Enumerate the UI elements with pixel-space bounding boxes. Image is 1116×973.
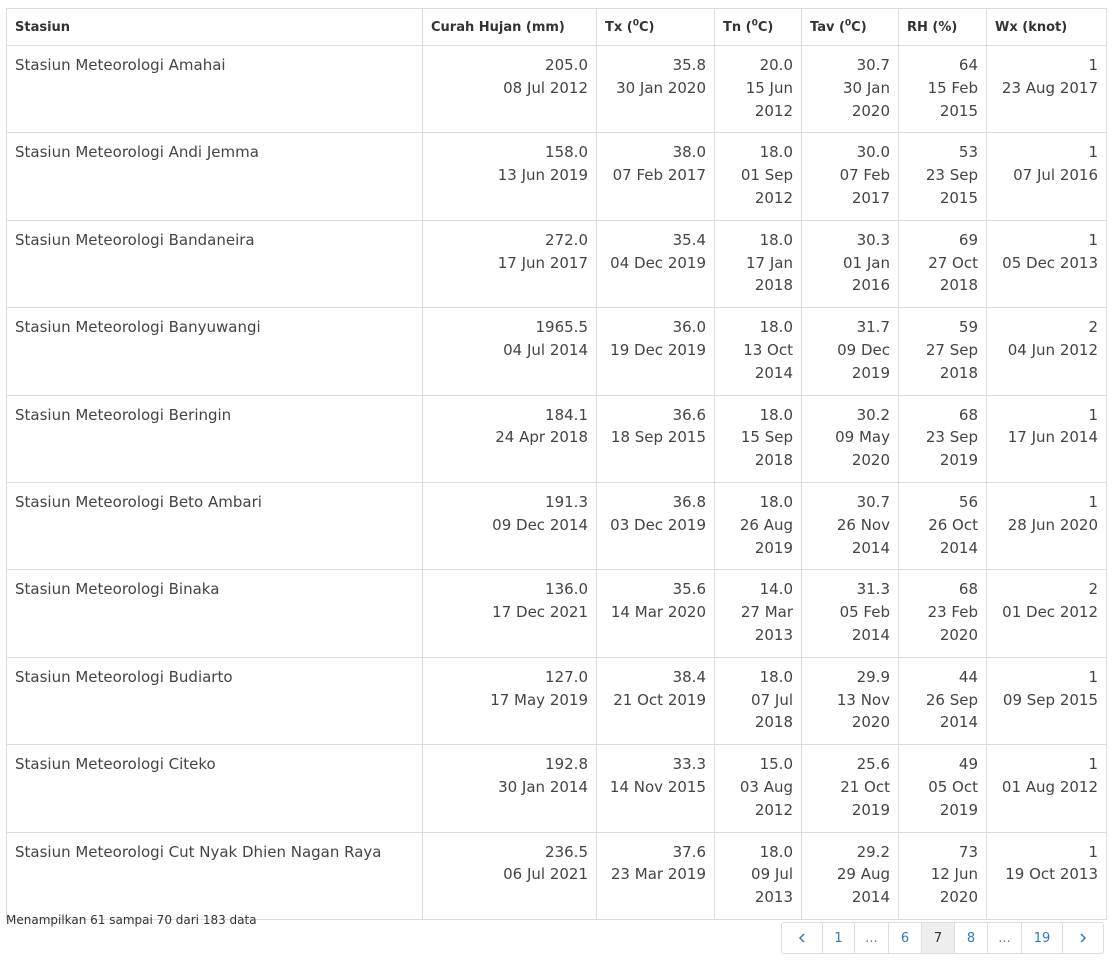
chevron-left-icon bbox=[798, 933, 806, 943]
tn-date: 09 Jul 2013 bbox=[751, 865, 793, 907]
station-name: Stasiun Meteorologi Cut Nyak Dhien Nagan Raya bbox=[15, 842, 382, 861]
rh-value: 56 bbox=[958, 492, 978, 511]
tav-date: 13 Nov 2020 bbox=[836, 690, 890, 732]
rainfall-cell bbox=[423, 220, 597, 307]
rainfall-value: 1965.5 bbox=[535, 318, 588, 337]
tx-cell bbox=[597, 46, 715, 133]
tn-value: 18.0 bbox=[759, 318, 793, 337]
tn-date: 26 Aug 2019 bbox=[739, 515, 793, 557]
table-row bbox=[7, 308, 1107, 395]
tn-date: 07 Jul 2018 bbox=[751, 690, 793, 732]
tav-date: 09 Dec 2019 bbox=[837, 340, 890, 382]
header-tx[interactable]: Tx ($^0$C) bbox=[597, 9, 715, 46]
tav-cell bbox=[802, 570, 899, 657]
tav-date: 30 Jan 2020 bbox=[843, 78, 890, 120]
pagination-info: Menampilkan 61 sampai 70 dari 183 data bbox=[6, 913, 257, 927]
wx-cell bbox=[987, 832, 1107, 919]
station-cell bbox=[7, 46, 423, 133]
tn-cell bbox=[715, 220, 802, 307]
rainfall-date: 13 Jun 2019 bbox=[497, 166, 588, 185]
tav-value: 30.7 bbox=[856, 492, 890, 511]
wx-cell bbox=[987, 220, 1107, 307]
tn-cell bbox=[715, 133, 802, 220]
rh-date: 23 Sep 2015 bbox=[925, 166, 978, 207]
tx-date: 14 Mar 2020 bbox=[610, 603, 706, 622]
tx-date: 03 Dec 2019 bbox=[610, 515, 706, 534]
tx-date: 04 Dec 2019 bbox=[610, 253, 706, 272]
tav-date: 26 Nov 2014 bbox=[836, 515, 890, 557]
rainfall-value: 136.0 bbox=[545, 580, 588, 599]
tn-cell bbox=[715, 395, 802, 482]
tx-date: 14 Nov 2015 bbox=[609, 777, 706, 796]
page-19-button[interactable]: 19 bbox=[1021, 922, 1063, 954]
rainfall-date: 06 Jul 2021 bbox=[503, 865, 588, 884]
rh-value: 64 bbox=[958, 56, 978, 74]
tx-cell bbox=[597, 220, 715, 307]
tx-date: 19 Dec 2019 bbox=[610, 340, 706, 359]
page-ellipsis-left: ... bbox=[854, 922, 889, 954]
table-row bbox=[7, 133, 1107, 220]
station-cell bbox=[7, 395, 423, 482]
header-wx[interactable]: Wx (knot) bbox=[987, 9, 1107, 46]
tav-cell bbox=[802, 220, 899, 307]
tx-value: 38.4 bbox=[672, 667, 706, 686]
header-tn[interactable]: Tn ($^0$C) bbox=[715, 9, 802, 46]
tn-value: 18.0 bbox=[759, 842, 793, 861]
tav-cell bbox=[802, 46, 899, 133]
table-row bbox=[7, 395, 1107, 482]
tn-cell bbox=[715, 570, 802, 657]
tx-cell bbox=[597, 570, 715, 657]
wx-date: 05 Dec 2013 bbox=[1002, 253, 1098, 272]
rainfall-date: 24 Apr 2018 bbox=[495, 428, 588, 447]
tn-value: 18.0 bbox=[759, 492, 793, 511]
rainfall-value: 192.8 bbox=[545, 755, 588, 774]
wx-cell bbox=[987, 657, 1107, 744]
rainfall-value: 191.3 bbox=[545, 492, 588, 511]
rh-date: 26 Sep 2014 bbox=[925, 690, 978, 732]
rainfall-value: 236.5 bbox=[545, 842, 588, 861]
station-cell bbox=[7, 657, 423, 744]
tx-cell bbox=[597, 657, 715, 744]
rh-cell bbox=[899, 482, 987, 569]
station-cell bbox=[7, 220, 423, 307]
tx-date: 21 Oct 2019 bbox=[613, 690, 706, 709]
rh-cell bbox=[899, 832, 987, 919]
tn-cell bbox=[715, 657, 802, 744]
table-row bbox=[7, 570, 1107, 657]
rh-date: 23 Feb 2020 bbox=[927, 603, 978, 644]
tn-value: 18.0 bbox=[759, 143, 793, 162]
station-name: Stasiun Meteorologi Beringin bbox=[15, 405, 232, 424]
rh-date: 12 Jun 2020 bbox=[930, 865, 978, 907]
tav-cell bbox=[802, 482, 899, 569]
rainfall-value: 127.0 bbox=[545, 667, 588, 686]
table-row bbox=[7, 657, 1107, 744]
tav-cell bbox=[802, 308, 899, 395]
station-name: Stasiun Meteorologi Bandaneira bbox=[15, 230, 255, 249]
rh-date: 15 Feb 2015 bbox=[927, 78, 978, 120]
wx-value: 2 bbox=[1088, 318, 1098, 337]
wx-cell bbox=[987, 133, 1107, 220]
tx-cell bbox=[597, 308, 715, 395]
station-cell bbox=[7, 745, 423, 832]
tn-date: 13 Oct 2014 bbox=[743, 340, 793, 382]
wx-date: 23 Aug 2017 bbox=[1001, 78, 1098, 97]
rh-cell bbox=[899, 308, 987, 395]
wx-date: 01 Dec 2012 bbox=[1002, 603, 1098, 622]
tn-date: 15 Sep 2018 bbox=[740, 428, 793, 470]
tn-date: 17 Jan 2018 bbox=[746, 253, 793, 295]
rainfall-cell bbox=[423, 133, 597, 220]
rainfall-cell bbox=[423, 570, 597, 657]
page-7-button-active[interactable]: 7 bbox=[921, 922, 955, 954]
wx-date: 17 Jun 2014 bbox=[1007, 428, 1098, 447]
tx-cell bbox=[597, 133, 715, 220]
page-8-button[interactable]: 8 bbox=[954, 922, 988, 954]
wx-cell bbox=[987, 482, 1107, 569]
tav-value: 29.2 bbox=[856, 842, 890, 861]
rainfall-date: 17 Dec 2021 bbox=[492, 603, 588, 622]
wx-date: 07 Jul 2016 bbox=[1013, 166, 1098, 185]
header-rainfall[interactable]: Curah Hujan (mm) bbox=[423, 9, 597, 46]
next-page-button[interactable] bbox=[1062, 922, 1104, 954]
tx-cell bbox=[597, 745, 715, 832]
tav-cell bbox=[802, 657, 899, 744]
tx-date: 18 Sep 2015 bbox=[610, 428, 706, 447]
tav-date: 09 May 2020 bbox=[835, 428, 890, 470]
station-cell bbox=[7, 832, 423, 919]
tav-date: 05 Feb 2014 bbox=[839, 603, 890, 644]
rh-date: 27 Oct 2018 bbox=[928, 253, 978, 295]
rh-cell bbox=[899, 570, 987, 657]
tav-value: 30.0 bbox=[856, 143, 890, 162]
wx-date: 19 Oct 2013 bbox=[1005, 865, 1098, 884]
tn-value: 14.0 bbox=[759, 580, 793, 599]
tav-value: 30.2 bbox=[856, 405, 890, 424]
station-name: Stasiun Meteorologi Andi Jemma bbox=[15, 143, 259, 162]
tx-value: 37.6 bbox=[672, 842, 706, 861]
rainfall-value: 205.0 bbox=[545, 56, 588, 74]
rh-value: 69 bbox=[958, 230, 978, 249]
tn-cell bbox=[715, 482, 802, 569]
wx-date: 28 Jun 2020 bbox=[1007, 515, 1098, 534]
tn-cell bbox=[715, 745, 802, 832]
station-name: Stasiun Meteorologi Beto Ambari bbox=[15, 492, 262, 511]
tx-date: 23 Mar 2019 bbox=[610, 865, 706, 884]
rh-value: 53 bbox=[958, 143, 978, 162]
rh-value: 68 bbox=[958, 580, 978, 599]
rainfall-cell bbox=[423, 745, 597, 832]
station-name: Stasiun Meteorologi Banyuwangi bbox=[15, 318, 261, 337]
table-row bbox=[7, 482, 1107, 569]
tx-value: 35.8 bbox=[672, 56, 706, 74]
table-row bbox=[7, 745, 1107, 832]
rainfall-date: 09 Dec 2014 bbox=[492, 515, 588, 534]
rainfall-date: 17 May 2019 bbox=[490, 690, 588, 709]
rainfall-cell bbox=[423, 46, 597, 133]
wx-cell bbox=[987, 46, 1107, 133]
rainfall-cell bbox=[423, 395, 597, 482]
tx-cell bbox=[597, 482, 715, 569]
station-name: Stasiun Meteorologi Budiarto bbox=[15, 667, 233, 686]
page-1-button[interactable]: 1 bbox=[822, 922, 855, 954]
wx-value: 1 bbox=[1088, 405, 1098, 424]
tn-value: 18.0 bbox=[759, 230, 793, 249]
rainfall-cell bbox=[423, 308, 597, 395]
station-cell bbox=[7, 308, 423, 395]
tav-value: 31.7 bbox=[856, 318, 890, 337]
wx-value: 1 bbox=[1088, 755, 1098, 774]
tav-cell bbox=[802, 133, 899, 220]
tn-value: 18.0 bbox=[759, 667, 793, 686]
tav-cell bbox=[802, 832, 899, 919]
chevron-right-icon bbox=[1079, 933, 1087, 943]
rh-value: 44 bbox=[958, 667, 978, 686]
tav-date: 29 Aug 2014 bbox=[836, 865, 890, 907]
rainfall-date: 17 Jun 2017 bbox=[497, 253, 588, 272]
tn-cell bbox=[715, 308, 802, 395]
header-station[interactable]: Stasiun bbox=[7, 9, 423, 46]
rh-date: 27 Sep 2018 bbox=[925, 340, 978, 382]
rh-date: 26 Oct 2014 bbox=[928, 515, 978, 557]
tav-cell bbox=[802, 745, 899, 832]
tn-cell bbox=[715, 46, 802, 133]
tav-value: 31.3 bbox=[856, 580, 890, 599]
wx-value: 2 bbox=[1088, 580, 1098, 599]
tx-value: 33.3 bbox=[672, 755, 706, 774]
rh-value: 49 bbox=[958, 755, 978, 774]
tav-value: 29.9 bbox=[856, 667, 890, 686]
rainfall-cell bbox=[423, 482, 597, 569]
table-row bbox=[7, 832, 1107, 919]
wx-value: 1 bbox=[1088, 56, 1098, 74]
station-records-table bbox=[6, 8, 1107, 920]
wx-value: 1 bbox=[1088, 230, 1098, 249]
tx-value: 36.8 bbox=[672, 492, 706, 511]
tav-date: 21 Oct 2019 bbox=[840, 777, 890, 819]
wx-date: 04 Jun 2012 bbox=[1007, 340, 1098, 359]
rainfall-cell bbox=[423, 657, 597, 744]
rh-value: 68 bbox=[958, 405, 978, 424]
tav-date: 01 Jan 2016 bbox=[843, 253, 890, 295]
station-cell bbox=[7, 570, 423, 657]
header-rh[interactable]: RH (%) bbox=[899, 9, 987, 46]
tx-value: 38.0 bbox=[672, 143, 706, 162]
page-ellipsis-right: ... bbox=[987, 922, 1022, 954]
rh-cell bbox=[899, 745, 987, 832]
wx-value: 1 bbox=[1088, 492, 1098, 511]
station-name: Stasiun Meteorologi Amahai bbox=[15, 56, 226, 74]
wx-value: 1 bbox=[1088, 667, 1098, 686]
rainfall-value: 272.0 bbox=[545, 230, 588, 249]
tx-date: 07 Feb 2017 bbox=[612, 166, 706, 185]
tx-date: 30 Jan 2020 bbox=[616, 78, 706, 97]
table-row bbox=[7, 220, 1107, 307]
tx-cell bbox=[597, 832, 715, 919]
wx-date: 09 Sep 2015 bbox=[1002, 690, 1098, 709]
tav-date: 07 Feb 2017 bbox=[839, 166, 890, 207]
rainfall-value: 158.0 bbox=[545, 143, 588, 162]
tn-date: 01 Sep 2012 bbox=[740, 166, 793, 207]
wx-value: 1 bbox=[1088, 143, 1098, 162]
station-cell bbox=[7, 482, 423, 569]
rainfall-date: 04 Jul 2014 bbox=[503, 340, 588, 359]
rh-cell bbox=[899, 657, 987, 744]
prev-page-button[interactable] bbox=[781, 922, 823, 954]
rh-cell bbox=[899, 395, 987, 482]
rh-date: 23 Sep 2019 bbox=[925, 428, 978, 470]
header-tav[interactable]: Tav ($^0$C) bbox=[802, 9, 899, 46]
rh-date: 05 Oct 2019 bbox=[928, 777, 978, 819]
rh-value: 73 bbox=[958, 842, 978, 861]
tn-date: 03 Aug 2012 bbox=[739, 777, 793, 819]
rainfall-cell bbox=[423, 832, 597, 919]
tx-value: 36.0 bbox=[672, 318, 706, 337]
page-6-button[interactable]: 6 bbox=[888, 922, 922, 954]
station-cell bbox=[7, 133, 423, 220]
wx-value: 1 bbox=[1088, 842, 1098, 861]
tx-value: 35.4 bbox=[672, 230, 706, 249]
tn-value: 15.0 bbox=[759, 755, 793, 774]
table-row bbox=[7, 46, 1107, 133]
rh-cell bbox=[899, 46, 987, 133]
wx-cell bbox=[987, 745, 1107, 832]
tn-cell bbox=[715, 832, 802, 919]
rainfall-value: 184.1 bbox=[545, 405, 588, 424]
rh-cell bbox=[899, 220, 987, 307]
tav-value: 25.6 bbox=[856, 755, 890, 774]
table-header-row bbox=[7, 9, 1107, 46]
tx-value: 36.6 bbox=[672, 405, 706, 424]
station-name: Stasiun Meteorologi Binaka bbox=[15, 580, 220, 599]
tn-value: 20.0 bbox=[759, 56, 793, 74]
wx-cell bbox=[987, 570, 1107, 657]
tx-value: 35.6 bbox=[672, 580, 706, 599]
tav-value: 30.3 bbox=[856, 230, 890, 249]
tn-value: 18.0 bbox=[759, 405, 793, 424]
tn-date: 15 Jun 2012 bbox=[745, 78, 793, 120]
tav-cell bbox=[802, 395, 899, 482]
rainfall-date: 08 Jul 2012 bbox=[503, 78, 588, 97]
station-name: Stasiun Meteorologi Citeko bbox=[15, 755, 216, 774]
tx-cell bbox=[597, 395, 715, 482]
wx-cell bbox=[987, 308, 1107, 395]
rh-cell bbox=[899, 133, 987, 220]
wx-cell bbox=[987, 395, 1107, 482]
rainfall-date: 30 Jan 2014 bbox=[498, 777, 588, 796]
pagination bbox=[781, 922, 1104, 954]
tn-date: 27 Mar 2013 bbox=[740, 603, 793, 644]
rh-value: 59 bbox=[958, 318, 978, 337]
wx-date: 01 Aug 2012 bbox=[1001, 777, 1098, 796]
tav-value: 30.7 bbox=[856, 56, 890, 74]
